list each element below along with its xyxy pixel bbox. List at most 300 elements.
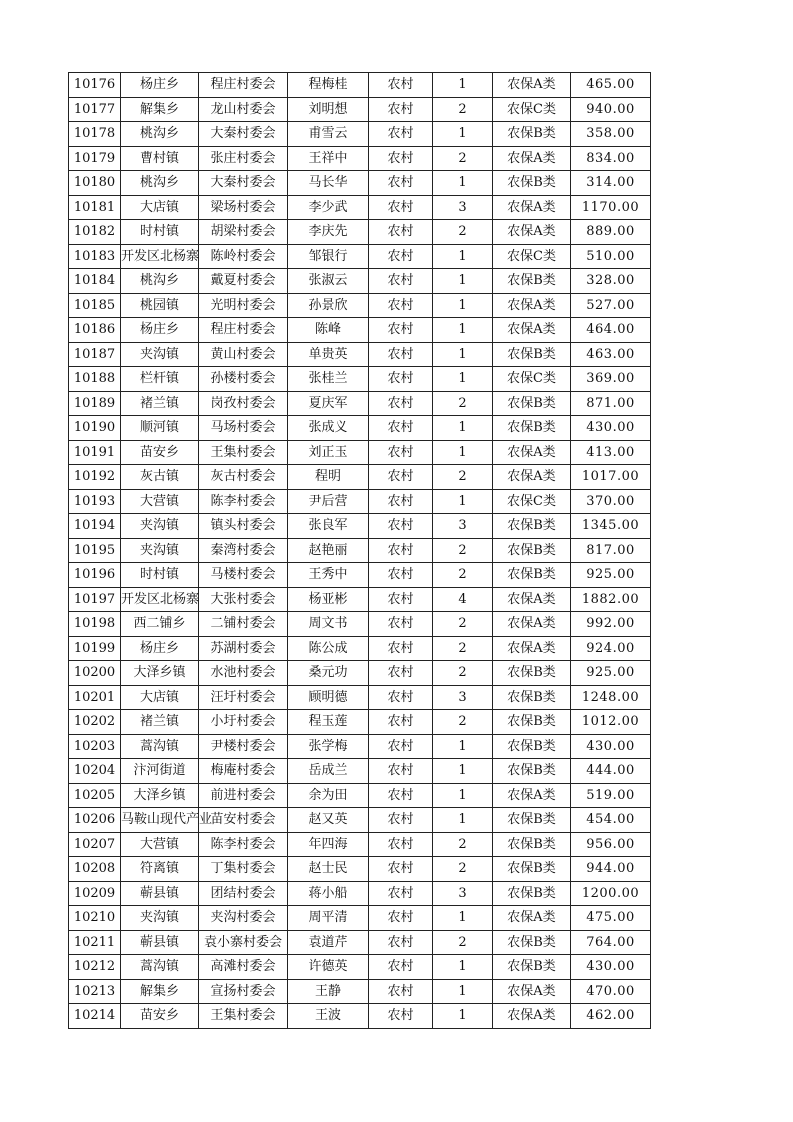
table-row xyxy=(69,857,651,882)
record-id-cell: 10176 xyxy=(69,73,121,98)
record-id-cell: 10199 xyxy=(69,636,121,661)
village-committee-cell: 孙楼村委会 xyxy=(199,367,288,392)
household-type-cell: 农村 xyxy=(369,710,433,735)
member-count-cell: 2 xyxy=(433,857,493,882)
insurance-category-cell: 农保B类 xyxy=(493,563,571,588)
member-count-cell: 2 xyxy=(433,832,493,857)
member-count-cell: 2 xyxy=(433,563,493,588)
member-count-cell: 2 xyxy=(433,538,493,563)
village-committee-cell: 小圩村委会 xyxy=(199,710,288,735)
record-id-cell: 10180 xyxy=(69,171,121,196)
household-type-cell: 农村 xyxy=(369,783,433,808)
person-name-cell: 单贵英 xyxy=(288,342,369,367)
household-type-cell: 农村 xyxy=(369,244,433,269)
township-cell: 西二铺乡 xyxy=(121,612,199,637)
insurance-category-cell: 农保B类 xyxy=(493,391,571,416)
member-count-cell: 3 xyxy=(433,685,493,710)
person-name-cell: 赵士民 xyxy=(288,857,369,882)
person-name-cell: 许德英 xyxy=(288,955,369,980)
township-cell: 蕲县镇 xyxy=(121,881,199,906)
township-cell: 杨庄乡 xyxy=(121,73,199,98)
amount-cell: 817.00 xyxy=(571,538,651,563)
amount-cell: 369.00 xyxy=(571,367,651,392)
township-cell: 大店镇 xyxy=(121,195,199,220)
member-count-cell: 2 xyxy=(433,636,493,661)
record-id-cell: 10207 xyxy=(69,832,121,857)
member-count-cell: 3 xyxy=(433,881,493,906)
township-cell: 桃沟乡 xyxy=(121,269,199,294)
member-count-cell: 1 xyxy=(433,808,493,833)
person-name-cell: 余为田 xyxy=(288,783,369,808)
record-id-cell: 10214 xyxy=(69,1004,121,1029)
household-type-cell: 农村 xyxy=(369,979,433,1004)
record-id-cell: 10200 xyxy=(69,661,121,686)
record-id-cell: 10203 xyxy=(69,734,121,759)
record-id-cell: 10201 xyxy=(69,685,121,710)
insurance-category-cell: 农保A类 xyxy=(493,220,571,245)
amount-cell: 925.00 xyxy=(571,661,651,686)
table-row xyxy=(69,661,651,686)
village-committee-cell: 张庄村委会 xyxy=(199,146,288,171)
village-committee-cell: 苗安村委会 xyxy=(199,808,288,833)
amount-cell: 358.00 xyxy=(571,122,651,147)
person-name-cell: 赵艳丽 xyxy=(288,538,369,563)
amount-cell: 430.00 xyxy=(571,416,651,441)
household-type-cell: 农村 xyxy=(369,416,433,441)
record-id-cell: 10212 xyxy=(69,955,121,980)
insurance-category-cell: 农保A类 xyxy=(493,465,571,490)
table-row xyxy=(69,367,651,392)
member-count-cell: 2 xyxy=(433,465,493,490)
village-committee-cell: 陈李村委会 xyxy=(199,832,288,857)
amount-cell: 764.00 xyxy=(571,930,651,955)
member-count-cell: 4 xyxy=(433,587,493,612)
village-committee-cell: 袁小寨村委会 xyxy=(199,930,288,955)
record-id-cell: 10192 xyxy=(69,465,121,490)
village-committee-cell: 镇头村委会 xyxy=(199,514,288,539)
village-committee-cell: 程庄村委会 xyxy=(199,73,288,98)
township-cell: 大泽乡镇 xyxy=(121,661,199,686)
table-row xyxy=(69,171,651,196)
table-row xyxy=(69,146,651,171)
member-count-cell: 1 xyxy=(433,759,493,784)
household-type-cell: 农村 xyxy=(369,538,433,563)
village-committee-cell: 夹沟村委会 xyxy=(199,906,288,931)
record-id-cell: 10188 xyxy=(69,367,121,392)
record-id-cell: 10211 xyxy=(69,930,121,955)
insurance-category-cell: 农保A类 xyxy=(493,440,571,465)
insurance-category-cell: 农保B类 xyxy=(493,734,571,759)
township-cell: 杨庄乡 xyxy=(121,636,199,661)
amount-cell: 956.00 xyxy=(571,832,651,857)
household-type-cell: 农村 xyxy=(369,906,433,931)
table-row xyxy=(69,587,651,612)
member-count-cell: 1 xyxy=(433,440,493,465)
village-committee-cell: 团结村委会 xyxy=(199,881,288,906)
record-id-cell: 10206 xyxy=(69,808,121,833)
table-row xyxy=(69,269,651,294)
member-count-cell: 2 xyxy=(433,612,493,637)
amount-cell: 1882.00 xyxy=(571,587,651,612)
amount-cell: 1012.00 xyxy=(571,710,651,735)
record-id-cell: 10194 xyxy=(69,514,121,539)
village-committee-cell: 梅庵村委会 xyxy=(199,759,288,784)
person-name-cell: 袁道芹 xyxy=(288,930,369,955)
person-name-cell: 周文书 xyxy=(288,612,369,637)
household-type-cell: 农村 xyxy=(369,220,433,245)
person-name-cell: 王波 xyxy=(288,1004,369,1029)
insurance-category-cell: 农保A类 xyxy=(493,783,571,808)
record-id-cell: 10189 xyxy=(69,391,121,416)
household-type-cell: 农村 xyxy=(369,759,433,784)
village-committee-cell: 大秦村委会 xyxy=(199,171,288,196)
village-committee-cell: 汪圩村委会 xyxy=(199,685,288,710)
table-row xyxy=(69,906,651,931)
person-name-cell: 王秀中 xyxy=(288,563,369,588)
member-count-cell: 2 xyxy=(433,710,493,735)
insurance-category-cell: 农保B类 xyxy=(493,171,571,196)
person-name-cell: 张成义 xyxy=(288,416,369,441)
record-id-cell: 10186 xyxy=(69,318,121,343)
amount-cell: 470.00 xyxy=(571,979,651,1004)
record-id-cell: 10177 xyxy=(69,97,121,122)
household-type-cell: 农村 xyxy=(369,808,433,833)
table-row xyxy=(69,881,651,906)
member-count-cell: 1 xyxy=(433,979,493,1004)
township-cell: 汴河街道 xyxy=(121,759,199,784)
household-type-cell: 农村 xyxy=(369,465,433,490)
person-name-cell: 张淑云 xyxy=(288,269,369,294)
insurance-category-cell: 农保B类 xyxy=(493,832,571,857)
table-row xyxy=(69,489,651,514)
table-row xyxy=(69,440,651,465)
village-committee-cell: 前进村委会 xyxy=(199,783,288,808)
person-name-cell: 程玉莲 xyxy=(288,710,369,735)
table-row xyxy=(69,979,651,1004)
table-row xyxy=(69,514,651,539)
township-cell: 褚兰镇 xyxy=(121,391,199,416)
household-type-cell: 农村 xyxy=(369,293,433,318)
household-type-cell: 农村 xyxy=(369,587,433,612)
village-committee-cell: 大张村委会 xyxy=(199,587,288,612)
household-type-cell: 农村 xyxy=(369,195,433,220)
township-cell: 大营镇 xyxy=(121,832,199,857)
insurance-category-cell: 农保C类 xyxy=(493,244,571,269)
household-type-cell: 农村 xyxy=(369,857,433,882)
member-count-cell: 1 xyxy=(433,489,493,514)
village-committee-cell: 王集村委会 xyxy=(199,1004,288,1029)
amount-cell: 925.00 xyxy=(571,563,651,588)
village-committee-cell: 二铺村委会 xyxy=(199,612,288,637)
insurance-category-cell: 农保B类 xyxy=(493,955,571,980)
household-type-cell: 农村 xyxy=(369,440,433,465)
table-row xyxy=(69,244,651,269)
village-committee-cell: 光明村委会 xyxy=(199,293,288,318)
township-cell: 苗安乡 xyxy=(121,440,199,465)
member-count-cell: 1 xyxy=(433,293,493,318)
record-id-cell: 10178 xyxy=(69,122,121,147)
person-name-cell: 张桂兰 xyxy=(288,367,369,392)
insurance-category-cell: 农保B类 xyxy=(493,808,571,833)
record-id-cell: 10191 xyxy=(69,440,121,465)
record-id-cell: 10204 xyxy=(69,759,121,784)
table-row xyxy=(69,293,651,318)
household-type-cell: 农村 xyxy=(369,122,433,147)
household-type-cell: 农村 xyxy=(369,97,433,122)
village-committee-cell: 陈李村委会 xyxy=(199,489,288,514)
insurance-category-cell: 农保A类 xyxy=(493,293,571,318)
township-cell: 灰古镇 xyxy=(121,465,199,490)
insurance-category-cell: 农保A类 xyxy=(493,73,571,98)
village-committee-cell: 马楼村委会 xyxy=(199,563,288,588)
insurance-category-cell: 农保B类 xyxy=(493,514,571,539)
village-committee-cell: 水池村委会 xyxy=(199,661,288,686)
person-name-cell: 杨亚彬 xyxy=(288,587,369,612)
table-row xyxy=(69,465,651,490)
insurance-category-cell: 农保B类 xyxy=(493,710,571,735)
member-count-cell: 3 xyxy=(433,514,493,539)
table-row xyxy=(69,391,651,416)
insurance-category-cell: 农保B类 xyxy=(493,759,571,784)
amount-cell: 992.00 xyxy=(571,612,651,637)
person-name-cell: 岳成兰 xyxy=(288,759,369,784)
person-name-cell: 李少武 xyxy=(288,195,369,220)
person-name-cell: 周平清 xyxy=(288,906,369,931)
person-name-cell: 尹后营 xyxy=(288,489,369,514)
person-name-cell: 刘明想 xyxy=(288,97,369,122)
township-cell: 苗安乡 xyxy=(121,1004,199,1029)
township-cell: 夹沟镇 xyxy=(121,342,199,367)
village-committee-cell: 马场村委会 xyxy=(199,416,288,441)
village-committee-cell: 龙山村委会 xyxy=(199,97,288,122)
village-committee-cell: 岗孜村委会 xyxy=(199,391,288,416)
table-row xyxy=(69,685,651,710)
record-id-cell: 10179 xyxy=(69,146,121,171)
insurance-category-cell: 农保C类 xyxy=(493,97,571,122)
village-committee-cell: 宣扬村委会 xyxy=(199,979,288,1004)
amount-cell: 413.00 xyxy=(571,440,651,465)
household-type-cell: 农村 xyxy=(369,661,433,686)
record-id-cell: 10202 xyxy=(69,710,121,735)
table-row xyxy=(69,612,651,637)
record-id-cell: 10183 xyxy=(69,244,121,269)
village-committee-cell: 戴夏村委会 xyxy=(199,269,288,294)
township-cell: 时村镇 xyxy=(121,563,199,588)
insurance-category-cell: 农保B类 xyxy=(493,269,571,294)
person-name-cell: 陈峰 xyxy=(288,318,369,343)
record-id-cell: 10193 xyxy=(69,489,121,514)
insurance-category-cell: 农保B类 xyxy=(493,661,571,686)
member-count-cell: 2 xyxy=(433,661,493,686)
household-type-cell: 农村 xyxy=(369,930,433,955)
table-row xyxy=(69,1004,651,1029)
table-row xyxy=(69,636,651,661)
table-row xyxy=(69,220,651,245)
village-committee-cell: 灰古村委会 xyxy=(199,465,288,490)
insurance-category-cell: 农保B类 xyxy=(493,342,571,367)
member-count-cell: 2 xyxy=(433,930,493,955)
record-id-cell: 10208 xyxy=(69,857,121,882)
village-committee-cell: 秦湾村委会 xyxy=(199,538,288,563)
person-name-cell: 夏庆军 xyxy=(288,391,369,416)
township-cell: 顺河镇 xyxy=(121,416,199,441)
amount-cell: 1200.00 xyxy=(571,881,651,906)
record-id-cell: 10213 xyxy=(69,979,121,1004)
amount-cell: 454.00 xyxy=(571,808,651,833)
township-cell: 大泽乡镇 xyxy=(121,783,199,808)
insurance-category-cell: 农保C类 xyxy=(493,489,571,514)
amount-cell: 464.00 xyxy=(571,318,651,343)
township-cell: 时村镇 xyxy=(121,220,199,245)
member-count-cell: 1 xyxy=(433,122,493,147)
record-id-cell: 10198 xyxy=(69,612,121,637)
member-count-cell: 2 xyxy=(433,391,493,416)
household-type-cell: 农村 xyxy=(369,636,433,661)
township-cell: 蒿沟镇 xyxy=(121,734,199,759)
amount-cell: 940.00 xyxy=(571,97,651,122)
member-count-cell: 1 xyxy=(433,1004,493,1029)
township-cell: 夹沟镇 xyxy=(121,906,199,931)
person-name-cell: 程梅桂 xyxy=(288,73,369,98)
amount-cell: 834.00 xyxy=(571,146,651,171)
village-committee-cell: 胡梁村委会 xyxy=(199,220,288,245)
village-committee-cell: 黄山村委会 xyxy=(199,342,288,367)
amount-cell: 1248.00 xyxy=(571,685,651,710)
household-type-cell: 农村 xyxy=(369,685,433,710)
amount-cell: 465.00 xyxy=(571,73,651,98)
person-name-cell: 陈公成 xyxy=(288,636,369,661)
insurance-category-cell: 农保A类 xyxy=(493,979,571,1004)
household-type-cell: 农村 xyxy=(369,514,433,539)
insurance-category-cell: 农保B类 xyxy=(493,881,571,906)
amount-cell: 328.00 xyxy=(571,269,651,294)
table-row xyxy=(69,563,651,588)
member-count-cell: 1 xyxy=(433,244,493,269)
township-cell: 开发区北杨寨 xyxy=(121,244,199,269)
table-row xyxy=(69,710,651,735)
table-row xyxy=(69,342,651,367)
insurance-category-cell: 农保A类 xyxy=(493,636,571,661)
amount-cell: 1170.00 xyxy=(571,195,651,220)
household-type-cell: 农村 xyxy=(369,563,433,588)
person-name-cell: 李庆先 xyxy=(288,220,369,245)
village-committee-cell: 王集村委会 xyxy=(199,440,288,465)
member-count-cell: 1 xyxy=(433,783,493,808)
record-id-cell: 10195 xyxy=(69,538,121,563)
village-committee-cell: 大秦村委会 xyxy=(199,122,288,147)
person-name-cell: 孙景欣 xyxy=(288,293,369,318)
table-row xyxy=(69,318,651,343)
insurance-category-cell: 农保A类 xyxy=(493,612,571,637)
person-name-cell: 桑元功 xyxy=(288,661,369,686)
person-name-cell: 蒋小船 xyxy=(288,881,369,906)
amount-cell: 463.00 xyxy=(571,342,651,367)
person-name-cell: 邹银行 xyxy=(288,244,369,269)
member-count-cell: 2 xyxy=(433,146,493,171)
village-committee-cell: 梁场村委会 xyxy=(199,195,288,220)
household-type-cell: 农村 xyxy=(369,367,433,392)
person-name-cell: 王静 xyxy=(288,979,369,1004)
amount-cell: 475.00 xyxy=(571,906,651,931)
household-type-cell: 农村 xyxy=(369,269,433,294)
member-count-cell: 1 xyxy=(433,342,493,367)
member-count-cell: 1 xyxy=(433,734,493,759)
record-id-cell: 10196 xyxy=(69,563,121,588)
household-type-cell: 农村 xyxy=(369,146,433,171)
table-row xyxy=(69,808,651,833)
township-cell: 符离镇 xyxy=(121,857,199,882)
household-type-cell: 农村 xyxy=(369,734,433,759)
township-cell: 夹沟镇 xyxy=(121,514,199,539)
township-cell: 桃沟乡 xyxy=(121,171,199,196)
village-committee-cell: 苏湖村委会 xyxy=(199,636,288,661)
person-name-cell: 甫雪云 xyxy=(288,122,369,147)
person-name-cell: 顾明德 xyxy=(288,685,369,710)
table-row xyxy=(69,97,651,122)
person-name-cell: 赵又英 xyxy=(288,808,369,833)
amount-cell: 510.00 xyxy=(571,244,651,269)
insurance-category-cell: 农保A类 xyxy=(493,587,571,612)
insurance-category-cell: 农保B类 xyxy=(493,122,571,147)
table-row xyxy=(69,955,651,980)
amount-cell: 314.00 xyxy=(571,171,651,196)
township-cell: 马鞍山现代产业 xyxy=(121,808,199,833)
person-name-cell: 刘正玉 xyxy=(288,440,369,465)
insurance-category-cell: 农保A类 xyxy=(493,906,571,931)
person-name-cell: 王祥中 xyxy=(288,146,369,171)
table-row xyxy=(69,195,651,220)
village-committee-cell: 丁集村委会 xyxy=(199,857,288,882)
township-cell: 解集乡 xyxy=(121,979,199,1004)
household-type-cell: 农村 xyxy=(369,612,433,637)
amount-cell: 519.00 xyxy=(571,783,651,808)
insurance-category-cell: 农保B类 xyxy=(493,930,571,955)
record-id-cell: 10181 xyxy=(69,195,121,220)
record-id-cell: 10209 xyxy=(69,881,121,906)
table-body xyxy=(69,73,651,1029)
township-cell: 夹沟镇 xyxy=(121,538,199,563)
record-id-cell: 10185 xyxy=(69,293,121,318)
insurance-category-cell: 农保A类 xyxy=(493,318,571,343)
household-type-cell: 农村 xyxy=(369,1004,433,1029)
member-count-cell: 1 xyxy=(433,367,493,392)
record-id-cell: 10190 xyxy=(69,416,121,441)
amount-cell: 889.00 xyxy=(571,220,651,245)
household-type-cell: 农村 xyxy=(369,318,433,343)
member-count-cell: 1 xyxy=(433,73,493,98)
insurance-category-cell: 农保B类 xyxy=(493,538,571,563)
village-committee-cell: 程庄村委会 xyxy=(199,318,288,343)
person-name-cell: 年四海 xyxy=(288,832,369,857)
household-type-cell: 农村 xyxy=(369,489,433,514)
records-table xyxy=(68,72,651,1029)
amount-cell: 370.00 xyxy=(571,489,651,514)
township-cell: 解集乡 xyxy=(121,97,199,122)
member-count-cell: 1 xyxy=(433,269,493,294)
township-cell: 大营镇 xyxy=(121,489,199,514)
record-id-cell: 10187 xyxy=(69,342,121,367)
table-row xyxy=(69,538,651,563)
record-id-cell: 10184 xyxy=(69,269,121,294)
village-committee-cell: 陈岭村委会 xyxy=(199,244,288,269)
person-name-cell: 程明 xyxy=(288,465,369,490)
table-row xyxy=(69,930,651,955)
village-committee-cell: 高滩村委会 xyxy=(199,955,288,980)
insurance-category-cell: 农保B类 xyxy=(493,685,571,710)
record-id-cell: 10210 xyxy=(69,906,121,931)
household-type-cell: 农村 xyxy=(369,73,433,98)
township-cell: 曹村镇 xyxy=(121,146,199,171)
